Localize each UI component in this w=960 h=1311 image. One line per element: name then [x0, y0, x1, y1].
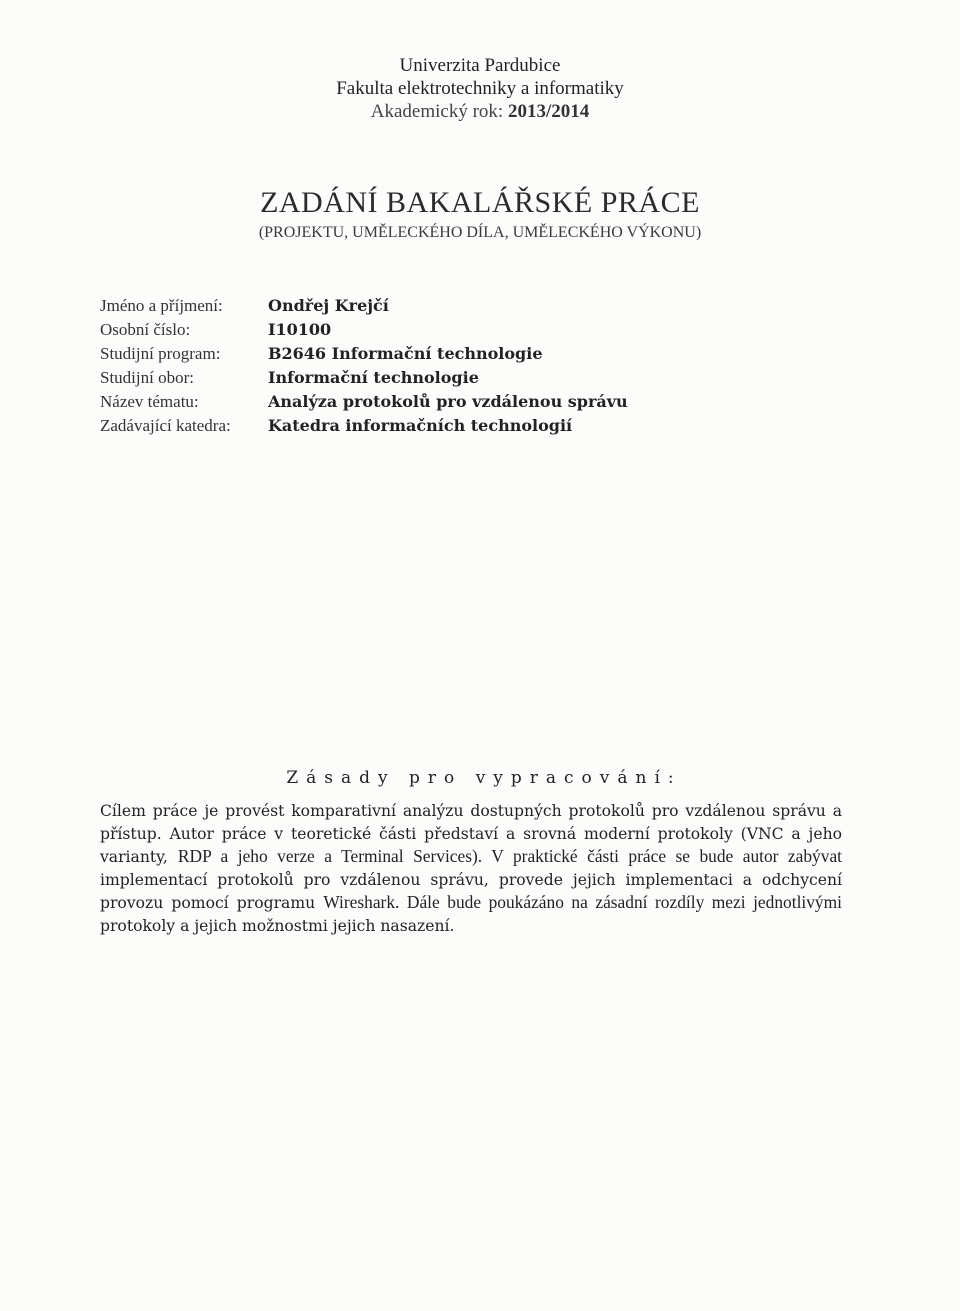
- field-row: [100, 294, 628, 318]
- rules-heading: Zásady pro vypracování:: [286, 768, 682, 788]
- rules-text-part: RDP a jeho verze a Terminal Services). V praktické části práce se bude autor zabývat: [177, 846, 842, 866]
- field-label: Studijní program:: [100, 344, 221, 363]
- academic-year-label: Akademický rok:: [370, 101, 504, 122]
- field-label: Název tématu:: [100, 392, 199, 411]
- field-value: I10100: [268, 320, 332, 339]
- field-label: Jméno a příjmení:: [100, 296, 223, 315]
- field-label: Osobní číslo:: [100, 320, 191, 339]
- rules-section: [100, 768, 842, 937]
- faculty-name: Fakulta elektrotechniky a informatiky: [336, 78, 624, 99]
- rules-paragraph: [100, 800, 842, 937]
- field-row: [100, 366, 628, 390]
- document-header: [0, 54, 960, 123]
- academic-year-value: 2013/2014: [507, 101, 590, 122]
- student-fields: [100, 294, 628, 438]
- rules-text-part: Cílem práce je provést komparativní analýzu dostupných protokolů pro vzdálenou správu a přístup. Autor práce v teoretické části představí a srovná moderní protokoly (VNC a jeho varianty,: [100, 802, 842, 866]
- field-value: Analýza protokolů pro vzdálenou správu: [268, 392, 628, 411]
- field-value: Informační technologie: [268, 368, 479, 387]
- university-name: Univerzita Pardubice: [399, 55, 561, 76]
- field-value: Ondřej Krejčí: [268, 296, 389, 315]
- rules-text-part: implementací protokolů pro vzdálenou správu, provede jejich implementaci a odchycení provozu pomocí programu: [100, 870, 842, 912]
- field-row: [100, 390, 628, 414]
- document-title: ZADÁNÍ BAKALÁŘSKÉ PRÁCE: [260, 186, 700, 219]
- field-row: [100, 342, 628, 366]
- field-label: Studijní obor:: [100, 368, 194, 387]
- rules-text-part: protokoly a jejich možnostmi jejich nasazení.: [100, 916, 455, 935]
- rules-text-part: Wireshark. Dále bude poukázáno na zásadní rozdíly mezi jednotlivými: [323, 892, 842, 912]
- field-row: [100, 414, 628, 438]
- title-block: [0, 186, 960, 242]
- academic-year: [0, 100, 960, 123]
- field-label: Zadávající katedra:: [100, 416, 231, 435]
- field-row: [100, 318, 628, 342]
- document-subtitle: (PROJEKTU, UMĚLECKÉHO DÍLA, UMĚLECKÉHO VÝKONU): [258, 224, 702, 241]
- field-value: Katedra informačních technologií: [268, 416, 573, 435]
- field-value: B2646 Informační technologie: [268, 344, 543, 363]
